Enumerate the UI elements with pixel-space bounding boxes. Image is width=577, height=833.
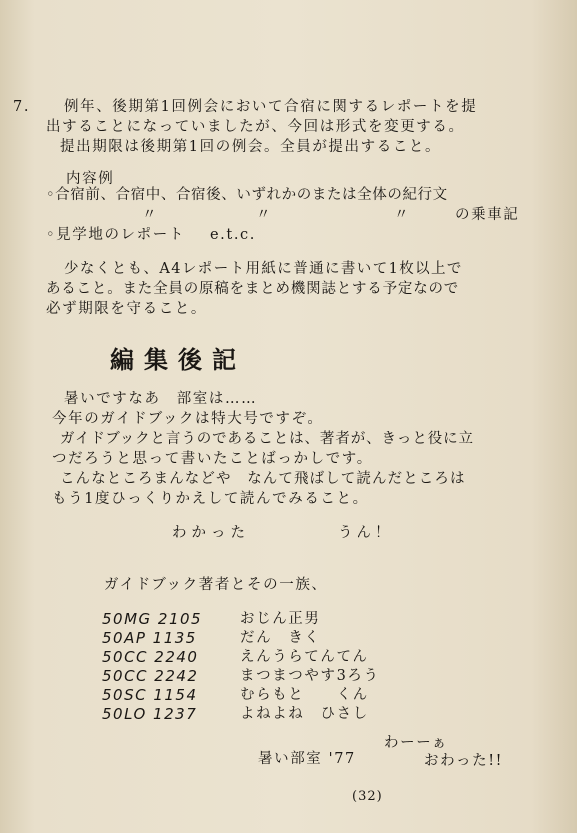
contents-line-1: ◦合宿前、合宿中、合宿後、いずれかのまたは全体の紀行文 bbox=[46, 187, 448, 203]
signoff-place: 暑い部室 '77 bbox=[258, 751, 356, 767]
page-number: (32) bbox=[352, 789, 383, 804]
author-name: まつまつやす3ろう bbox=[240, 668, 380, 684]
afterword-line-6: もう1度ひっくりかえして読んでみること。 bbox=[52, 491, 369, 507]
signoff-exclaim-1: わーーぁ bbox=[384, 735, 448, 751]
afterword-line-3: ガイドブックと言うのであることは、著者が、きっと役に立 bbox=[60, 431, 474, 447]
contents-etc: e.t.c. bbox=[210, 227, 256, 243]
contents-ditto-3: 〃 bbox=[394, 207, 411, 223]
afterword-line-4: つだろうと思って書いたことばっかしです。 bbox=[52, 451, 373, 467]
notice-line-1: 少なくとも、A4レポート用紙に普通に書いて1枚以上で bbox=[64, 261, 463, 277]
item-number: 7. bbox=[13, 99, 31, 115]
item7-line-3: 提出期限は後期第1回の例会。全員が提出すること。 bbox=[60, 139, 442, 155]
contents-heading: 内容例 bbox=[66, 171, 115, 187]
author-name: だん きく bbox=[240, 630, 321, 646]
notice-line-3: 必ず期限を守ること。 bbox=[46, 301, 207, 317]
author-name: えんうらてんてん bbox=[240, 649, 369, 665]
dialog-right: うん！ bbox=[338, 525, 394, 541]
author-code: 50MG 2105 bbox=[102, 610, 203, 628]
dialog-left: わかった bbox=[172, 525, 250, 541]
author-name: むらもと くん bbox=[240, 687, 369, 703]
contents-ditto-2: 〃 bbox=[256, 207, 273, 223]
contents-line-2-end: の乗車記 bbox=[455, 207, 520, 223]
author-code: 50LO 1237 bbox=[102, 705, 198, 723]
author-code: 50AP 1135 bbox=[102, 629, 197, 647]
author-code: 50CC 2240 bbox=[102, 648, 199, 666]
notice-line-2: あること。また全員の原稿をまとめ機関誌とする予定なので bbox=[46, 281, 460, 297]
author-code: 50CC 2242 bbox=[102, 667, 199, 685]
contents-ditto-1: 〃 bbox=[142, 207, 159, 223]
afterword-line-5: こんなところまんなどや なんて飛ばして読んだところは bbox=[60, 471, 466, 487]
afterword-line-2: 今年のガイドブックは特大号ですぞ。 bbox=[52, 411, 324, 427]
signoff-exclaim-2: おわった!! bbox=[424, 753, 504, 769]
author-name: よねよね ひさし bbox=[240, 706, 369, 722]
item7-line-2: 出することになっていましたが、今回は形式を変更する。 bbox=[46, 119, 465, 135]
authors-heading: ガイドブック著者とその一族、 bbox=[104, 577, 328, 593]
afterword-title: 編集後記 bbox=[110, 345, 246, 374]
contents-line-3: ◦見学地のレポート bbox=[46, 227, 185, 243]
item7-line-1: 例年、後期第1回例会において合宿に関するレポートを提 bbox=[64, 99, 478, 115]
author-code: 50SC 1154 bbox=[102, 686, 198, 704]
afterword-line-1: 暑いですなあ 部室は…… bbox=[64, 391, 258, 407]
author-name: おじん正男 bbox=[240, 611, 321, 627]
